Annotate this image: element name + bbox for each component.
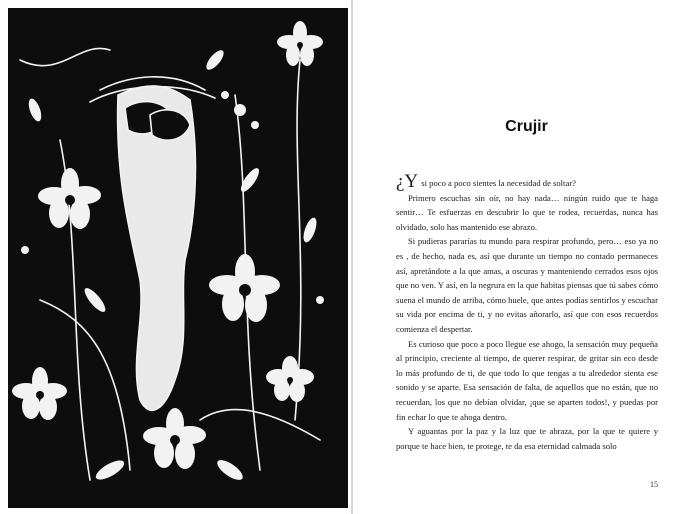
paragraph-1-text: si poco a poco sientes la necesidad de soltar? [419,178,576,188]
paragraph-5: Y aguantas por la paz y la luz que te abraza, por la que te quiere y porque te hace bien, te protege, te da esa eternidad calmada solo [396,426,658,451]
text-page [353,0,700,514]
page-number: 15 [650,480,658,489]
paragraph-2: Primero escuchas sin oír, no hay nada… ningún ruido que te haga sentir… Te esfuerzas en descubrir lo que te rodea, recuerdas, nunca has olvidado, solo has mantenido ese abrazo. [396,192,658,232]
paragraph-3: Si pudieras pararías tu mundo para respirar profundo, pero… eso ya no es , de hecho, nada es, así que durante un tiempo no contado permaneces así, apretándote a la que amas, a oscuras y manteniendo cerrados esos ojos que no ven. Y así, en la negrura en la que habitas piensas que tú sabes cómo suena el mundo de arriba, cómo huele, que antes podías sentirlos y escuchar su vida por encima de ti, y no evitas añorarlo, así que con esos recuerdos comienza el despertar. [396,236,658,334]
paragraph-4: Es curioso que poco a poco llegue ese ahogo, la sensación muy pequeña al principio, creciente al tiempo, de querer respirar, de gritar sin eco desde lo más profundo de ti, de que todo lo que tengas a tu alrededor sienta ese sonido y se aparte. Esa sensación de falta, de aquellos que no están, que no recuerdan, los que no debían olvidar, ¡que se aparten todos!, y puedas por fin echar lo que te ahoga dentro. [396,338,658,422]
paragraph-1 [396,171,658,192]
dropcap: ¿Y [396,171,419,192]
body-text [396,171,658,453]
chapter-title: Crujir [505,118,548,135]
